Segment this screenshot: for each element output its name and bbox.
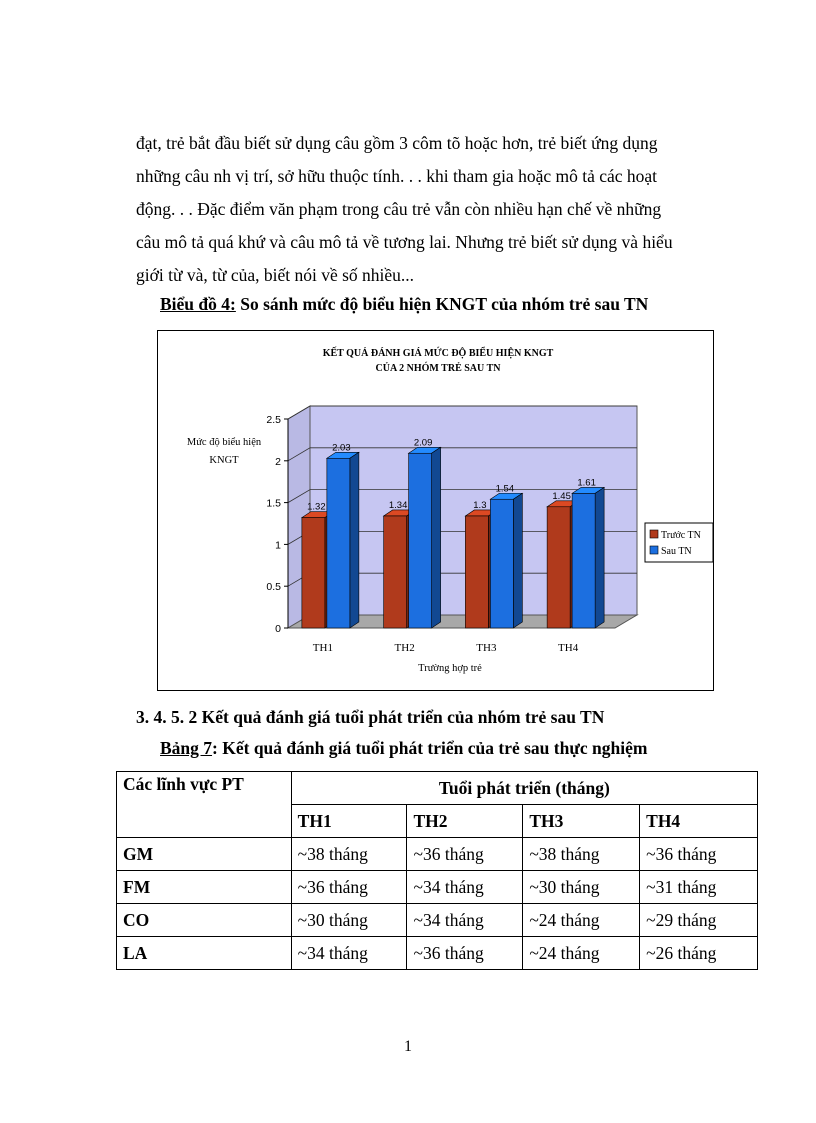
bar-data-label: 1.54 [495, 483, 515, 495]
table-cell: ~34 tháng [291, 937, 407, 970]
sub-header: TH1 [291, 805, 407, 838]
bar [409, 453, 432, 628]
bar-data-label: 2.09 [413, 437, 433, 449]
table-header-row [117, 772, 758, 805]
bar [302, 518, 325, 628]
bar-data-label: 1.34 [388, 499, 408, 511]
bar-side [595, 487, 604, 628]
x-tick-label: TH4 [558, 642, 579, 654]
paragraph-line: động. . . Đặc điểm văn phạm trong câu trẻ vẫn còn nhiều hạn chế về những [136, 199, 662, 219]
bar-side [350, 452, 359, 628]
table-cell: ~36 tháng [407, 838, 523, 871]
x-axis-label: Trường hợp trẻ [418, 663, 482, 674]
table-cell: ~36 tháng [407, 937, 523, 970]
sub-header: TH3 [523, 805, 640, 838]
col1-header: Các lĩnh vực PT [117, 772, 292, 838]
y-tick-label: 0 [275, 623, 281, 635]
bar [327, 458, 350, 628]
row-label: GM [117, 838, 292, 871]
table-row [117, 937, 758, 970]
table-cell: ~38 tháng [291, 838, 407, 871]
table-cell: ~30 tháng [523, 871, 640, 904]
y-axis-label-line1: Mức độ biểu hiện [186, 437, 262, 448]
chart-title-line1: KẾT QUẢ ĐÁNH GIÁ MỨC ĐỘ BIỂU HIỆN KNGT [322, 348, 554, 359]
table-caption-label: Bảng 7 [160, 738, 213, 758]
y-tick-label: 1 [275, 539, 281, 552]
table-caption-text: : Kết quả đánh giá tuổi phát triển của trẻ sau thực nghiệm [212, 738, 648, 758]
y-axis-label-line2: KNGT [209, 455, 239, 466]
paragraph-line: giới từ và, từ của, biết nói về số nhiều... [136, 265, 415, 285]
chart-caption-label: Biểu đồ 4: [160, 294, 236, 314]
row-label: FM [117, 871, 292, 904]
table-row [117, 871, 758, 904]
table-row [117, 838, 758, 871]
bar-data-label: 1.61 [577, 477, 596, 489]
sub-header: TH2 [407, 805, 523, 838]
table-cell: ~26 tháng [640, 937, 758, 970]
x-tick-label: TH3 [476, 642, 497, 654]
bar [384, 516, 407, 628]
x-tick-label: TH2 [394, 642, 415, 654]
sub-header: TH4 [640, 805, 758, 838]
table-cell: ~29 tháng [640, 904, 758, 937]
table-cell: ~24 tháng [523, 904, 640, 937]
table-cell: ~38 tháng [523, 838, 640, 871]
y-tick-label: 2 [275, 455, 281, 468]
paragraph-line: những câu nh vị trí, sở hữu thuộc tính. . . khi tham gia hoặc mô tả các hoạt [136, 166, 658, 186]
legend-swatch [650, 546, 658, 554]
chart-svg [158, 331, 715, 692]
table-cell: ~36 tháng [640, 838, 758, 871]
legend-label: Sau TN [661, 546, 692, 557]
table-row [117, 904, 758, 937]
y-tick-label: 2.5 [266, 414, 281, 426]
y-tick-label: 0.5 [266, 581, 281, 594]
bar-data-label: 1.45 [552, 490, 571, 502]
bar [465, 516, 488, 628]
bar-data-label: 1.3 [473, 499, 487, 511]
table-cell: ~34 tháng [407, 871, 523, 904]
row-label: LA [117, 937, 292, 970]
legend-label: Trước TN [661, 530, 701, 541]
table-cell: ~34 tháng [407, 904, 523, 937]
bar [547, 507, 570, 628]
bar [572, 493, 595, 628]
chart-caption-text: So sánh mức độ biểu hiện KNGT của nhóm trẻ sau TN [235, 294, 649, 314]
bar-side [432, 447, 441, 628]
chart-caption [160, 294, 648, 315]
paragraph-line: đạt, trẻ bắt đầu biết sử dụng câu gồm 3 côm tõ hoặc hơn, trẻ biết ứng dụng [136, 133, 658, 153]
bar-data-label: 2.03 [332, 442, 351, 454]
table-cell: ~31 tháng [640, 871, 758, 904]
table-cell: ~24 tháng [523, 937, 640, 970]
bar [490, 499, 513, 628]
group-header: Tuổi phát triển (tháng) [291, 772, 757, 805]
y-tick-label: 1.5 [266, 497, 281, 510]
x-tick-label: TH1 [312, 642, 333, 654]
row-label: CO [117, 904, 292, 937]
table-cell: ~36 tháng [291, 871, 407, 904]
section-heading: 3. 4. 5. 2 Kết quả đánh giá tuổi phát triển của nhóm trẻ sau TN [136, 707, 605, 727]
table-caption [160, 738, 647, 759]
bar-side [513, 493, 522, 628]
bar-data-label: 1.32 [307, 501, 326, 513]
paragraph-line: câu mô tả quá khứ và câu mô tả về tương lai. Nhưng trẻ biết sử dụng và hiểu [136, 232, 673, 252]
chart [157, 330, 714, 691]
legend-swatch [650, 530, 658, 538]
page-number: 1 [404, 1038, 412, 1055]
table-cell: ~30 tháng [291, 904, 407, 937]
body-paragraph [136, 127, 740, 292]
results-table [116, 771, 758, 970]
chart-title-line2: CỦA 2 NHÓM TRẺ SAU TN [375, 363, 501, 374]
